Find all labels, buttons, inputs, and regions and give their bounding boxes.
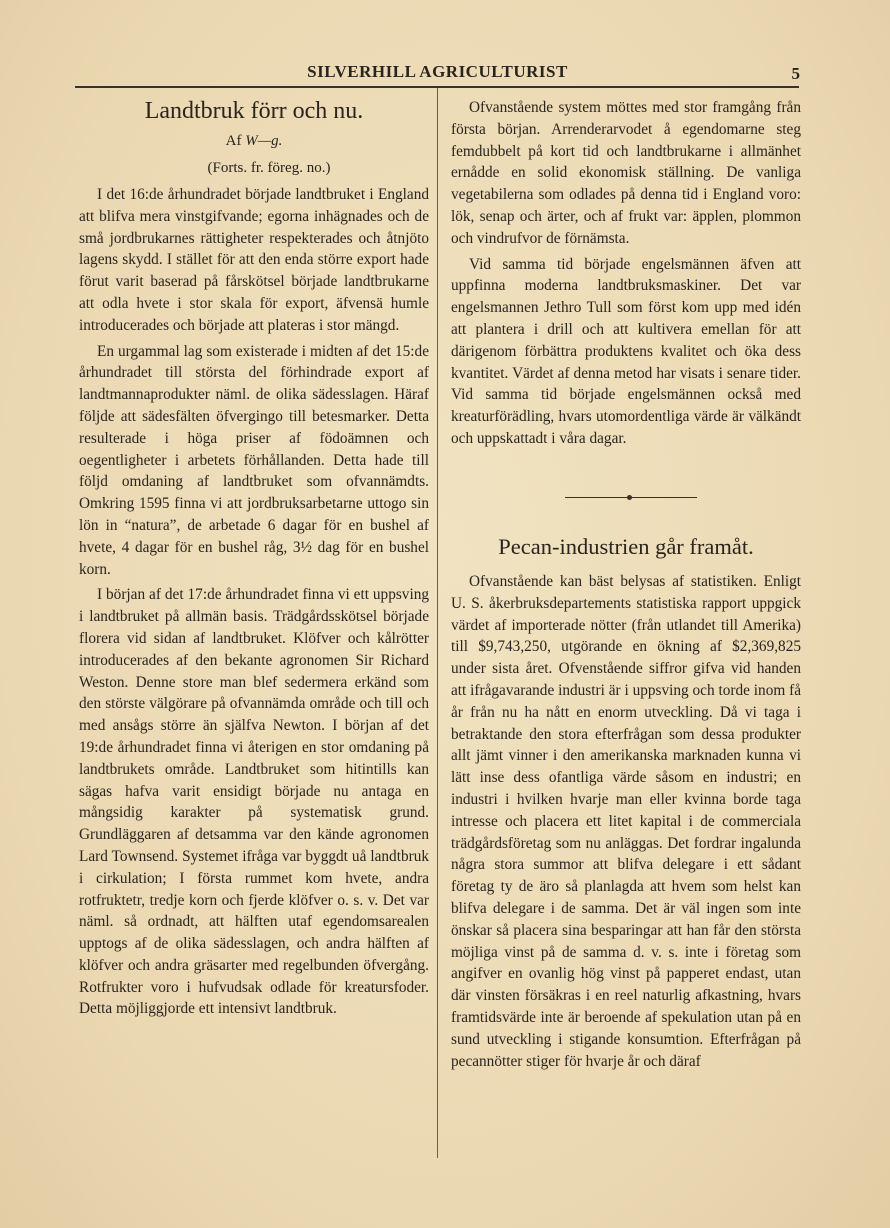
column-divider [437,88,438,1158]
page-number: 5 [791,64,800,83]
right-column-top [451,97,801,450]
byline [79,133,429,150]
publication-title: SILVERHILL AGRICULTURIST [307,62,568,81]
page-header [75,60,800,84]
paragraph: I början af det 17:de århundradet finna vi ett uppsving i landtbruket på allmän basis. Trädgårdsskötsel började florera vid sidan af landtbruket. Klöfver och kålrötter introducerades af den bekante agronomen Sir Richard Weston. Denne store man blef sedermera erkänd som den störste välgörare på ofvannämda område och till och med ansågs större än själfva Newton. I början af det 19:de århundradet finna vi återigen en stor omdaning på landtbrukets område. Landtbruket som hitintills kan sägas hafva varit ensidigt började nu antaga en mångsidig karakter på systematisk grund. Grundläggaren af detsamma var den kände agronomen Lard Townsend. Systemet ifråga var byggdt uå landtbruk i cirkulation; I första rummet kom hvete, andra rotfruktetr, tredje korn och fjerde klöfver o. s. v. Det var näml. så ordnadt, att hälften utaf egendomsarealen upptogs af de olika sädesslagen, och andra hälften af klöfver och andra gräsarter med regelbunden öfvergång. Rotfrukter voro i hufvudsak odlade för kreatursfoder. Detta möjliggjorde ett intensivt landtbruk. [79,586,429,1018]
paragraph: En urgammal lag som existerade i midten af det 15:de århundradet till största del förhindrade export af landtmannaprodukter näml. de olika sädesslagen. Häraf följde att sädesfälten öfvergingo till betesmarker. Detta resulterade i höga priser af födoämnen och oegentligheter i arbetets förhållanden. Detta hade till följd omdaning af landtbruket som ofvannämdts. Omkring 1595 finna vi att jordbruksarbetarne uttogo sin lön in “natura”, de arbetade 6 dagar för en bushel af hvete, 4 dagar för en bushel råg, 3½ dag för en bushel korn. [79,342,429,578]
article-title-2: Pecan-industrien går framåt. [498,534,754,559]
byline-author: W—g. [245,133,283,149]
paragraph: I det 16:de århundradet började landtbruket i England att blifva mera vinstgifvande; egorna inhägnades och de små jordbrukarnes rättigheter respekterades och åtnjöto lagens skydd. I stället för att den enda större export hade förut varit baserad på fårskötsel började landtbrukarne att odla hvete i stor skala för export, äfvensä humle introducerades och började att plateras i stor mängd. [79,186,429,334]
byline-prefix: Af [225,133,242,149]
paragraph: Ofvanstående kan bäst belysas af statistiken. Enligt U. S. åkerbruksdepartements statistiska rapport uppgick värdet af importerade nötter (från utlandet till Amerika) till $9,743,250, utgörande en ökning af $2,369,825 under sista året. Ofvenstående siffror gifva vid handen att ifrågavarande industri är i uppsving och torde inom få år från nu ha nått en enorm utveckling. Då vi taga i betraktande den stora efterfrågan som dessa produkter allt jämt vinner i den amerikanska marknaden kunna vi lätt inse dess ofantliga värde såsom en industri; en industri i hvilken hvarje man eller kvinna borde taga intresse och placera ett litet kapital i de commerciala trädgårdsföretag som nu anläggas. Det fordrar ingalunda några stora summor att blifva delegare i ett sådant företag ty de äro så planlagda att hvem som helst kan blifva delegare i de samma. Det är väl ingen som inte önskar så placera sina besparingar att han får den största möjliga vinst på de samma d. v. s. inte i företag som angifver en ovanlig hög vinst på papperet endast, utan där vinsten försäkras i en reel naturlig afkastning, hvars framtidsvärde inte är beroende af spekulation utan på en sund utveckling i stigande konsumtion. Efterfrågan på pecannötter stiger för hvarje år och däraf [451,573,801,1070]
continuation-note: (Forts. fr. föreg. no.) [207,160,331,176]
paragraph: Ofvanstående system möttes med stor framgång från första början. Arrenderarvodet å egendomarne steg femdubbelt på kort tid och landtbrukarne i allmänhet ernådde en solid ekonomisk ställning. De vanliga vegetabilerna som odlades på denna tid i England voro: lök, senap och ärter, och af frukt var: äpplen, plommon och vindrufvor de förnämsta. [451,99,801,247]
paragraph: Vid samma tid började engelsmännen äfven att uppfinna moderna landtbruksmaskiner. Det var engelsmannen Jethro Tull som först kom upp med idén att plantera i drill och att kultivera emellan för att därigenom förbättra produktens kvalitet och öka dess kvantitet. Värdet af denna metod har visats i senare tider. Vid samma tid började engelsmännen också med kreaturförädling, hvars utomordentliga värde är välkändt och uppskattadt i våra dagar. [451,255,801,447]
section-divider [565,497,697,499]
right-column-bottom [451,571,801,1072]
article-title: Landtbruk förr och nu. [144,98,364,124]
left-column [79,184,429,1020]
divider-dot [627,495,632,500]
